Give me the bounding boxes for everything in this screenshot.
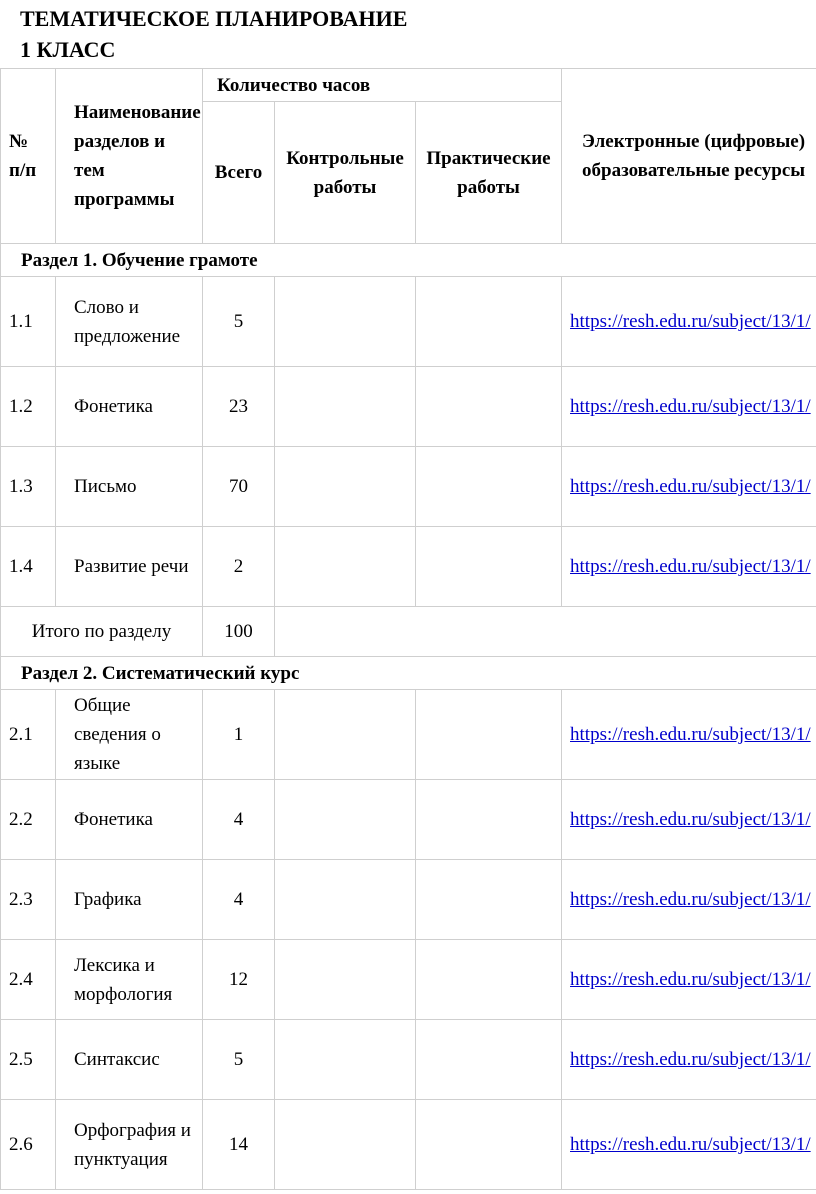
row-control-works	[275, 780, 416, 860]
row-number: 1.4	[1, 527, 56, 607]
row-total-hours: 70	[203, 447, 275, 527]
table-row	[1, 527, 816, 607]
row-number: 1.2	[1, 367, 56, 447]
row-control-works	[275, 1020, 416, 1100]
row-practice-works	[416, 447, 562, 527]
subtotal-empty	[275, 607, 816, 657]
resource-link[interactable]: https://resh.edu.ru/subject/13/1/	[570, 476, 811, 497]
header-control: Контрольные работы	[275, 102, 416, 244]
table-row	[1, 1020, 816, 1100]
row-name: Фонетика	[56, 367, 203, 447]
row-number: 2.4	[1, 940, 56, 1020]
resource-link[interactable]: https://resh.edu.ru/subject/13/1/	[570, 809, 811, 830]
row-total-hours: 14	[203, 1100, 275, 1190]
resource-link[interactable]: https://resh.edu.ru/subject/13/1/	[570, 396, 811, 417]
header-num: № п/п	[1, 69, 56, 244]
table-row	[1, 860, 816, 940]
row-control-works	[275, 940, 416, 1020]
table-row	[1, 1100, 816, 1190]
row-name: Письмо	[56, 447, 203, 527]
row-name: Орфография и пунктуация	[56, 1100, 203, 1190]
row-control-works	[275, 860, 416, 940]
resource-link[interactable]: https://resh.edu.ru/subject/13/1/	[570, 889, 811, 910]
resource-link[interactable]: https://resh.edu.ru/subject/13/1/	[570, 969, 811, 990]
page-title	[20, 3, 407, 65]
section-title: Раздел 1. Обучение грамоте	[1, 244, 816, 277]
row-number: 2.3	[1, 860, 56, 940]
row-control-works	[275, 690, 416, 780]
row-name: Общие сведения о языке	[56, 690, 203, 780]
row-number: 2.5	[1, 1020, 56, 1100]
row-total-hours: 5	[203, 277, 275, 367]
row-number: 1.3	[1, 447, 56, 527]
row-name: Фонетика	[56, 780, 203, 860]
table-body	[1, 244, 816, 1190]
row-total-hours: 5	[203, 1020, 275, 1100]
section-row	[1, 244, 816, 277]
title-line-2: 1 КЛАСС	[20, 37, 116, 62]
row-name: Синтаксис	[56, 1020, 203, 1100]
row-resource-cell	[562, 367, 816, 447]
title-line-1: ТЕМАТИЧЕСКОЕ ПЛАНИРОВАНИЕ	[20, 6, 408, 31]
row-resource-cell	[562, 860, 816, 940]
resource-link[interactable]: https://resh.edu.ru/subject/13/1/	[570, 1134, 811, 1155]
row-resource-cell	[562, 277, 816, 367]
planning-table	[0, 68, 816, 1190]
row-number: 2.1	[1, 690, 56, 780]
resource-link[interactable]: https://resh.edu.ru/subject/13/1/	[570, 1049, 811, 1070]
header-resources: Электронные (цифровые) образовательные ресурсы	[562, 69, 816, 244]
table-row	[1, 940, 816, 1020]
row-total-hours: 1	[203, 690, 275, 780]
row-control-works	[275, 447, 416, 527]
row-resource-cell	[562, 940, 816, 1020]
row-total-hours: 2	[203, 527, 275, 607]
row-total-hours: 23	[203, 367, 275, 447]
table-row	[1, 780, 816, 860]
row-name: Графика	[56, 860, 203, 940]
row-number: 1.1	[1, 277, 56, 367]
row-name: Развитие речи	[56, 527, 203, 607]
row-number: 2.6	[1, 1100, 56, 1190]
resource-link[interactable]: https://resh.edu.ru/subject/13/1/	[570, 724, 811, 745]
resource-link[interactable]: https://resh.edu.ru/subject/13/1/	[570, 311, 811, 332]
subtotal-label: Итого по разделу	[1, 607, 203, 657]
row-resource-cell	[562, 1100, 816, 1190]
subtotal-row	[1, 607, 816, 657]
row-resource-cell	[562, 527, 816, 607]
table-row	[1, 277, 816, 367]
header-total: Всего	[203, 102, 275, 244]
header-hours: Количество часов	[203, 69, 562, 102]
resource-link[interactable]: https://resh.edu.ru/subject/13/1/	[570, 556, 811, 577]
row-resource-cell	[562, 690, 816, 780]
row-practice-works	[416, 690, 562, 780]
row-practice-works	[416, 527, 562, 607]
row-control-works	[275, 1100, 416, 1190]
row-total-hours: 4	[203, 860, 275, 940]
table-row	[1, 690, 816, 780]
row-control-works	[275, 367, 416, 447]
section-title: Раздел 2. Систематический курс	[1, 657, 816, 690]
row-control-works	[275, 277, 416, 367]
subtotal-value: 100	[203, 607, 275, 657]
row-resource-cell	[562, 1020, 816, 1100]
row-practice-works	[416, 860, 562, 940]
table-row	[1, 447, 816, 527]
section-row	[1, 657, 816, 690]
row-practice-works	[416, 1020, 562, 1100]
row-total-hours: 12	[203, 940, 275, 1020]
row-name: Слово и предложение	[56, 277, 203, 367]
row-name: Лексика и морфология	[56, 940, 203, 1020]
row-practice-works	[416, 367, 562, 447]
header-name: Наименование разделов и тем программы	[56, 69, 203, 244]
row-practice-works	[416, 940, 562, 1020]
header-practice: Практические работы	[416, 102, 562, 244]
row-practice-works	[416, 277, 562, 367]
row-practice-works	[416, 1100, 562, 1190]
row-resource-cell	[562, 780, 816, 860]
row-total-hours: 4	[203, 780, 275, 860]
row-practice-works	[416, 780, 562, 860]
row-control-works	[275, 527, 416, 607]
row-resource-cell	[562, 447, 816, 527]
table-row	[1, 367, 816, 447]
row-number: 2.2	[1, 780, 56, 860]
